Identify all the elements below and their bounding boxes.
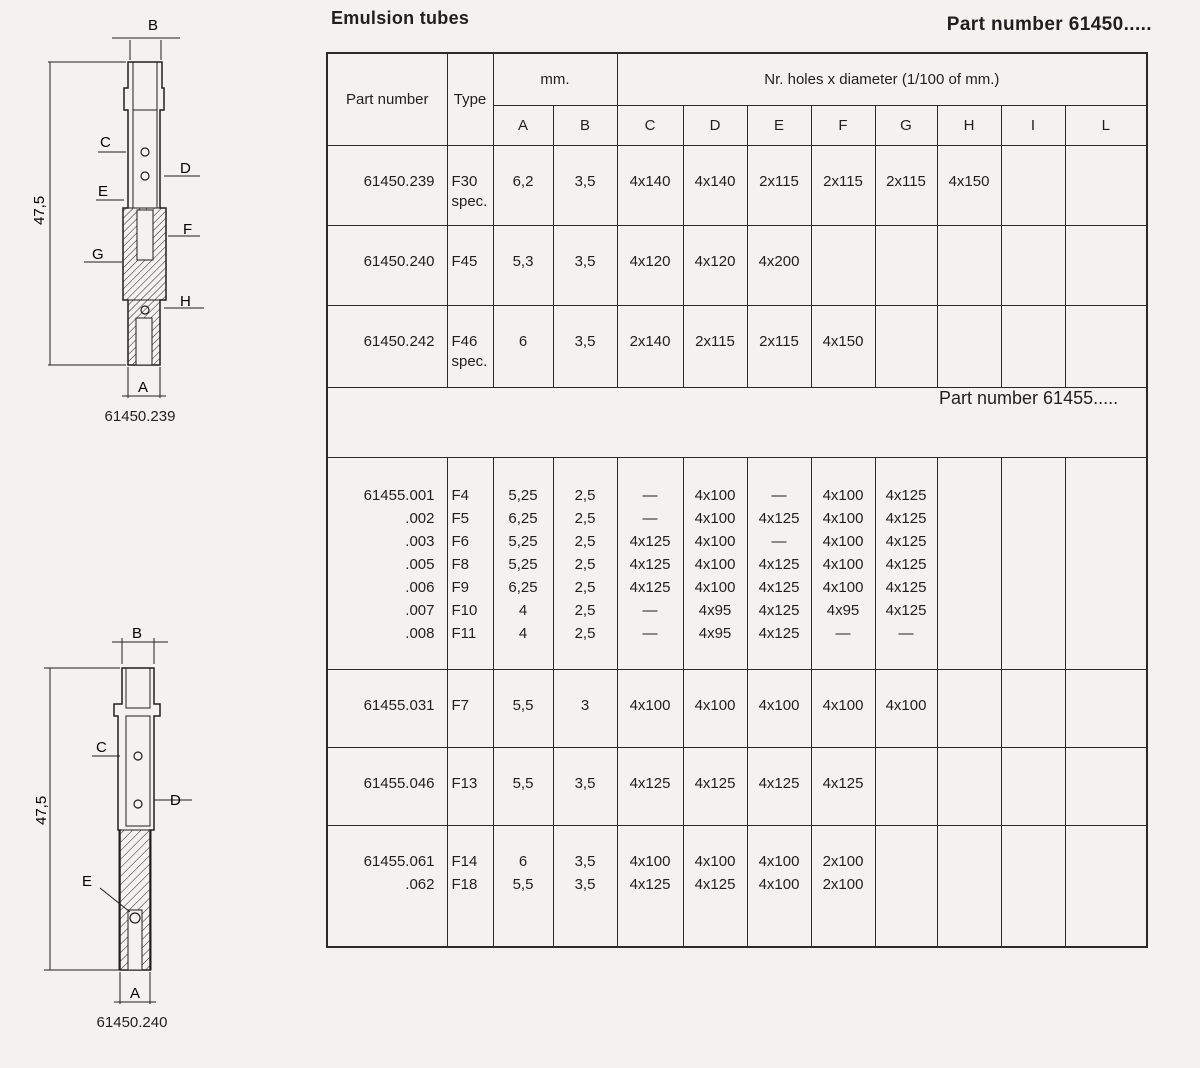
cell-value: 61455.046 xyxy=(363,774,435,792)
label-f: F xyxy=(183,221,193,238)
cell-h xyxy=(937,145,1001,225)
cell-part xyxy=(327,225,447,305)
cell-b xyxy=(553,669,617,747)
cell-value: 5,5 xyxy=(512,696,534,714)
cell-l xyxy=(1065,225,1147,305)
cell-value: 5,5 xyxy=(512,774,534,792)
cell-value: 6,25 xyxy=(508,578,538,596)
cell-value: 5,25 xyxy=(508,555,538,573)
cell-h xyxy=(937,669,1001,747)
cell-type xyxy=(447,747,493,825)
table-row xyxy=(327,747,1147,825)
cell-value: 4x125 xyxy=(885,555,927,573)
cell-value: F30 xyxy=(451,172,478,190)
cell-value: F9 xyxy=(451,578,470,596)
cell-value: 4x100 xyxy=(629,696,671,714)
cell-value: — xyxy=(835,624,851,642)
cell-f xyxy=(811,305,875,387)
cell-value: F4 xyxy=(451,486,470,504)
header-mm: mm. xyxy=(493,53,617,105)
label-c: C xyxy=(100,134,111,151)
cell-a xyxy=(493,305,553,387)
cell-value: 2,5 xyxy=(574,486,596,504)
cell-g xyxy=(875,457,937,669)
cell-e xyxy=(747,747,811,825)
cell-value: F46 xyxy=(451,332,478,350)
cell-l xyxy=(1065,305,1147,387)
header-col-i: I xyxy=(1001,105,1065,145)
cell-d xyxy=(683,305,747,387)
cell-value: 4x125 xyxy=(758,624,800,642)
cell-value: 4x125 xyxy=(694,875,736,893)
cell-value: 4x100 xyxy=(694,532,736,550)
cell-part xyxy=(327,669,447,747)
cell-b xyxy=(553,305,617,387)
cell-value: spec. xyxy=(451,352,488,370)
cell-i xyxy=(1001,305,1065,387)
cell-l xyxy=(1065,747,1147,825)
cell-value: 6,2 xyxy=(512,172,534,190)
cell-h xyxy=(937,457,1001,669)
cell-e xyxy=(747,825,811,947)
cell-value: .008 xyxy=(405,624,435,642)
cell-d xyxy=(683,457,747,669)
cell-value: 4x200 xyxy=(758,252,800,270)
header-col-g: G xyxy=(875,105,937,145)
cell-type xyxy=(447,145,493,225)
cell-value: 4x100 xyxy=(822,509,864,527)
cell-value: 2x115 xyxy=(759,332,799,350)
table-row xyxy=(327,825,1147,947)
cell-value: — xyxy=(898,624,914,642)
table-row xyxy=(327,305,1147,387)
cell-value: 4x100 xyxy=(694,509,736,527)
header-col-l: L xyxy=(1065,105,1147,145)
cell-value: 4 xyxy=(518,624,528,642)
cell-c xyxy=(617,669,683,747)
cell-value: 4 xyxy=(518,601,528,619)
cell-value: 4x150 xyxy=(822,332,864,350)
cell-value: 4x120 xyxy=(629,252,671,270)
cell-value: 4x125 xyxy=(758,578,800,596)
cell-value: .002 xyxy=(405,509,435,527)
cell-g xyxy=(875,669,937,747)
cell-value: 2x100 xyxy=(822,875,864,893)
cell-f xyxy=(811,669,875,747)
cell-value: — xyxy=(642,601,658,619)
cell-value: 4x120 xyxy=(694,252,736,270)
cell-value: 4x140 xyxy=(629,172,671,190)
cell-c xyxy=(617,305,683,387)
cell-value: 3,5 xyxy=(574,852,596,870)
cell-value: — xyxy=(642,624,658,642)
cell-value: 4x125 xyxy=(758,774,800,792)
cell-type xyxy=(447,225,493,305)
cell-i xyxy=(1001,145,1065,225)
header-col-a: A xyxy=(493,105,553,145)
label-a: A xyxy=(130,985,141,1002)
emulsion-tubes-table xyxy=(326,52,1148,948)
cell-value: 4x95 xyxy=(698,601,732,619)
cell-i xyxy=(1001,747,1065,825)
cell-i xyxy=(1001,457,1065,669)
group-61455-rows xyxy=(327,457,1147,947)
header-col-h: H xyxy=(937,105,1001,145)
header-col-c: C xyxy=(617,105,683,145)
cell-value: 4x125 xyxy=(758,509,800,527)
cell-d xyxy=(683,225,747,305)
cell-c xyxy=(617,145,683,225)
table-row xyxy=(327,225,1147,305)
cell-value: 2,5 xyxy=(574,532,596,550)
cell-value: 4x125 xyxy=(629,555,671,573)
cell-value: 2x140 xyxy=(629,332,671,350)
cell-g xyxy=(875,825,937,947)
cell-value: 4x100 xyxy=(758,875,800,893)
cell-c xyxy=(617,457,683,669)
cell-value: F14 xyxy=(451,852,478,870)
cell-value: F10 xyxy=(451,601,478,619)
cell-value: 3,5 xyxy=(574,332,596,350)
cell-h xyxy=(937,825,1001,947)
dimension-47-5: 47,5 xyxy=(33,795,50,825)
header-type: Type xyxy=(447,53,493,145)
cell-value: 4x125 xyxy=(694,774,736,792)
cell-value: 4x100 xyxy=(758,696,800,714)
drawing-61450-239 xyxy=(20,10,220,430)
cell-value: 4x125 xyxy=(885,601,927,619)
label-d: D xyxy=(180,160,191,177)
drawing-caption: 61450.240 xyxy=(96,1014,168,1031)
emulsion-tube-drawing-top xyxy=(20,10,220,410)
cell-value: 5,25 xyxy=(508,532,538,550)
cell-a xyxy=(493,669,553,747)
cell-b xyxy=(553,457,617,669)
cell-value: F45 xyxy=(451,252,478,270)
cell-value: 4x125 xyxy=(629,532,671,550)
table-row xyxy=(327,457,1147,669)
cell-value: 5,25 xyxy=(508,486,538,504)
cell-value: 4x125 xyxy=(758,555,800,573)
cell-c xyxy=(617,225,683,305)
cell-value: — xyxy=(642,486,658,504)
header-holes-diameter: Nr. holes x diameter (1/100 of mm.) xyxy=(617,53,1147,105)
cell-b xyxy=(553,225,617,305)
cell-type xyxy=(447,305,493,387)
cell-value: .007 xyxy=(405,601,435,619)
cell-value: F7 xyxy=(451,696,470,714)
cell-value: .005 xyxy=(405,555,435,573)
cell-value: .003 xyxy=(405,532,435,550)
label-e: E xyxy=(82,873,93,890)
cell-value: 2x115 xyxy=(695,332,735,350)
cell-g xyxy=(875,145,937,225)
cell-value: .006 xyxy=(405,578,435,596)
cell-e xyxy=(747,145,811,225)
cell-g xyxy=(875,305,937,387)
label-g: G xyxy=(92,246,104,263)
cell-part xyxy=(327,145,447,225)
cell-h xyxy=(937,305,1001,387)
cell-value: 4x150 xyxy=(948,172,990,190)
cell-d xyxy=(683,825,747,947)
cell-value: 61455.031 xyxy=(363,696,435,714)
cell-value: 61450.239 xyxy=(363,172,435,190)
cell-value: 4x100 xyxy=(822,486,864,504)
cell-value: 4x100 xyxy=(822,696,864,714)
cell-part xyxy=(327,305,447,387)
cell-value: 61455.001 xyxy=(363,486,435,504)
cell-e xyxy=(747,669,811,747)
cell-value: 2x115 xyxy=(823,172,863,190)
header-col-e: E xyxy=(747,105,811,145)
header-col-d: D xyxy=(683,105,747,145)
cell-f xyxy=(811,825,875,947)
label-d: D xyxy=(170,792,181,809)
cell-value: 3 xyxy=(580,696,590,714)
cell-value: 4x140 xyxy=(694,172,736,190)
cell-value: 4x100 xyxy=(694,578,736,596)
cell-part xyxy=(327,457,447,669)
cell-value: 61455.061 xyxy=(363,852,435,870)
cell-value: 3,5 xyxy=(574,172,596,190)
cell-f xyxy=(811,457,875,669)
cell-value: 6 xyxy=(518,332,528,350)
table-row xyxy=(327,669,1147,747)
cell-value: 2x115 xyxy=(759,172,799,190)
cell-value: 4x125 xyxy=(885,578,927,596)
cell-c xyxy=(617,747,683,825)
emulsion-tube-drawing-bottom xyxy=(20,620,220,1015)
cell-value: F5 xyxy=(451,509,470,527)
cell-part xyxy=(327,825,447,947)
cell-l xyxy=(1065,825,1147,947)
cell-value: 4x100 xyxy=(822,555,864,573)
label-e: E xyxy=(98,183,109,200)
cell-value: 4x100 xyxy=(885,696,927,714)
cell-value: 4x125 xyxy=(629,875,671,893)
emulsion-tubes-table-container xyxy=(326,52,1146,962)
cell-g xyxy=(875,747,937,825)
label-h: H xyxy=(180,293,191,310)
cell-value: 6 xyxy=(518,852,528,870)
label-b: B xyxy=(148,17,159,34)
cell-value: 2,5 xyxy=(574,601,596,619)
subsection-heading-row-group xyxy=(327,387,1147,457)
cell-a xyxy=(493,225,553,305)
label-a: A xyxy=(138,379,149,396)
cell-g xyxy=(875,225,937,305)
page-title: Emulsion tubes xyxy=(331,8,470,28)
cell-value: 4x100 xyxy=(694,852,736,870)
cell-value: F6 xyxy=(451,532,470,550)
cell-i xyxy=(1001,225,1065,305)
cell-value: — xyxy=(642,509,658,527)
cell-value: 3,5 xyxy=(574,875,596,893)
cell-value: 4x125 xyxy=(885,486,927,504)
cell-value: 4x100 xyxy=(629,852,671,870)
cell-value: 61450.242 xyxy=(363,332,435,350)
drawing-caption: 61450.239 xyxy=(104,408,176,425)
cell-l xyxy=(1065,457,1147,669)
cell-value: 4x125 xyxy=(629,578,671,596)
cell-f xyxy=(811,747,875,825)
cell-value: 4x95 xyxy=(698,624,732,642)
cell-type xyxy=(447,825,493,947)
cell-h xyxy=(937,747,1001,825)
cell-a xyxy=(493,145,553,225)
cell-f xyxy=(811,225,875,305)
cell-value: .062 xyxy=(405,875,435,893)
cell-d xyxy=(683,145,747,225)
group-61450-rows xyxy=(327,145,1147,387)
label-c: C xyxy=(96,739,107,756)
cell-type xyxy=(447,457,493,669)
cell-value: 2,5 xyxy=(574,555,596,573)
cell-value: F18 xyxy=(451,875,478,893)
cell-value: 2,5 xyxy=(574,624,596,642)
cell-i xyxy=(1001,825,1065,947)
cell-value: 4x125 xyxy=(822,774,864,792)
cell-type xyxy=(447,669,493,747)
drawing-61450-240 xyxy=(20,620,220,1040)
cell-value: 4x125 xyxy=(885,532,927,550)
cell-value: — xyxy=(771,532,787,550)
cell-l xyxy=(1065,669,1147,747)
cell-value: 4x125 xyxy=(758,601,800,619)
cell-value: 61450.240 xyxy=(363,252,435,270)
cell-value: 5,3 xyxy=(512,252,534,270)
part-number-heading: Part number 61450..... xyxy=(946,14,1152,35)
cell-c xyxy=(617,825,683,947)
cell-value: spec. xyxy=(451,192,488,210)
cell-b xyxy=(553,825,617,947)
header-part-number: Part number xyxy=(327,53,447,145)
cell-b xyxy=(553,145,617,225)
cell-h xyxy=(937,225,1001,305)
cell-value: 4x95 xyxy=(826,601,860,619)
cell-f xyxy=(811,145,875,225)
cell-d xyxy=(683,669,747,747)
cell-d xyxy=(683,747,747,825)
cell-value: 3,5 xyxy=(574,774,596,792)
cell-value: 4x125 xyxy=(885,509,927,527)
cell-value: 2x100 xyxy=(822,852,864,870)
cell-value: 2x115 xyxy=(886,172,926,190)
cell-value: F8 xyxy=(451,555,470,573)
dimension-47-5: 47,5 xyxy=(31,195,48,225)
cell-value: 4x100 xyxy=(694,486,736,504)
header-col-b: B xyxy=(553,105,617,145)
cell-l xyxy=(1065,145,1147,225)
cell-e xyxy=(747,225,811,305)
cell-value: 4x100 xyxy=(694,696,736,714)
cell-value: 4x125 xyxy=(629,774,671,792)
subsection-heading: Part number 61455..... xyxy=(327,387,1147,457)
cell-value: 2,5 xyxy=(574,509,596,527)
cell-value: 4x100 xyxy=(694,555,736,573)
cell-b xyxy=(553,747,617,825)
table-row xyxy=(327,145,1147,225)
cell-value: 3,5 xyxy=(574,252,596,270)
cell-e xyxy=(747,305,811,387)
cell-a xyxy=(493,457,553,669)
header-col-f: F xyxy=(811,105,875,145)
cell-value: F11 xyxy=(451,624,477,642)
cell-value: — xyxy=(771,486,787,504)
cell-value: 5,5 xyxy=(512,875,534,893)
cell-a xyxy=(493,825,553,947)
cell-e xyxy=(747,457,811,669)
cell-value: 4x100 xyxy=(758,852,800,870)
cell-a xyxy=(493,747,553,825)
cell-part xyxy=(327,747,447,825)
cell-value: 6,25 xyxy=(508,509,538,527)
cell-i xyxy=(1001,669,1065,747)
cell-value: F13 xyxy=(451,774,478,792)
cell-value: 2,5 xyxy=(574,578,596,596)
label-b: B xyxy=(132,625,143,642)
cell-value: 4x100 xyxy=(822,578,864,596)
cell-value: 4x100 xyxy=(822,532,864,550)
